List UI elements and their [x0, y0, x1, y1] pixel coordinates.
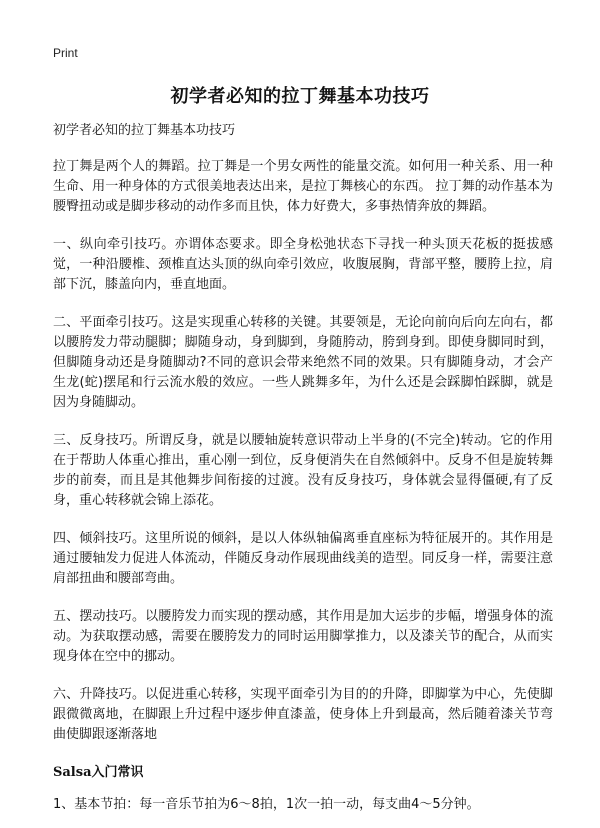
salsa-heading: Salsa入门常识: [53, 765, 144, 780]
paragraph-tilt: 四、倾斜技巧。这里所说的倾斜，是以人体纵轴偏离垂直座标为特征展开的。其作用是通过腰轴发力促进人体流动，伴随反身动作展现曲线美的造型。同反身一样，需要注意肩部扭曲和腰部弯曲。: [53, 531, 553, 586]
article-body: [53, 121, 553, 815]
paragraph-contra-body: 三、反身技巧。所谓反身，就是以腰轴旋转意识带动上半身的(不完全)转动。它的作用在于帮助人体重心推出，重心刚一到位，反身便消失在自然倾斜中。反身不但是旋转舞步的前奏，而且是其他舞步间衔接的过渡。没有反身技巧，身体就会显得僵硬,有了反身，重心转移就会锦上添花。: [53, 433, 553, 508]
paragraph-planar-traction: 二、平面牵引技巧。这是实现重心转移的关键。其要领是，无论向前向后向左向右，都以腰胯发力带动腿脚；脚随身动，身到脚到，身随胯动，胯到身到。即使身脚同时到，但脚随身动还是身随脚动?不同的意识会带来绝然不同的效果。只有脚随身动，才会产生龙(蛇)摆尾和行云流水般的效应。一些人跳舞多年，为什么还是会踩脚怕踩脚，就是因为身随脚动。: [53, 315, 553, 410]
paragraph-intro: 拉丁舞是两个人的舞蹈。拉丁舞是一个男女两性的能量交流。如何用一种关系、用一种生命、用一种身体的方式很美地表达出来，是拉丁舞核心的东西。 拉丁舞的动作基本为腰臀扭动或是脚步移动的动作多而且快，体力好费大，多事热情奔放的舞蹈。: [53, 159, 553, 214]
salsa-item: 1、基本节拍：每一音乐节拍为6～8拍，1次一拍一动，每支曲4～5分钟。: [53, 797, 480, 812]
paragraph-rise-fall: 六、升降技巧。以促进重心转移，实现平面牵引为目的的升降，即脚掌为中心，先使脚跟微微离地，在脚跟上升过程中逐步伸直漆盖，使身体上升到最高，然后随着漆关节弯曲使脚跟逐渐落地: [53, 687, 553, 742]
paragraph-vertical-traction: 一、纵向牵引技巧。亦谓体态要求。即全身松弛状态下寻找一种头顶天花板的挺拔感觉，一种沿腰椎、颈椎直达头顶的纵向牵引效应，收腹展胸，背部平整，腰胯上拉，肩部下沉，膝盖向内，垂直地面。: [53, 237, 553, 292]
print-link[interactable]: Print: [53, 46, 78, 60]
page-title: 初学者必知的拉丁舞基本功技巧: [170, 86, 430, 107]
article-subtitle: 初学者必知的拉丁舞基本功技巧: [53, 123, 236, 138]
paragraph-swing: 五、摆动技巧。以腰胯发力而实现的摆动感，其作用是加大运步的步幅，增强身体的流动。为获取摆动感，需要在腰胯发力的同时运用脚掌推力，以及漆关节的配合，从而实现身体在空中的挪动。: [53, 609, 553, 664]
